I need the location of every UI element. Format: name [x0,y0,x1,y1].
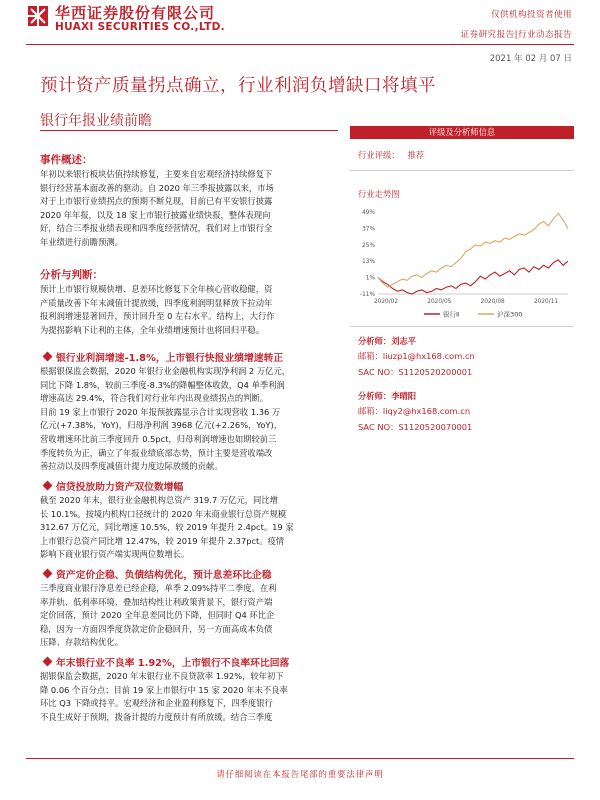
text-line: 季度转负为正，确立了年报业绩底部态势，预计主要是营收端改 [40,447,273,458]
text-line: 稳，因为一方面四季度贷款定价企稳回升，另一方面高成本负债 [40,623,273,634]
text-line: 增速高达 29.4%，符合我们对行业年内出现业绩拐点的判断。 [40,393,269,404]
text-line: 产质量改善下年末减值计提放缓，四季度利润明显释放下拉动年 [40,297,273,308]
analyst2-email[interactable]: 邮箱：liqy2@hx168.com.cn [358,406,471,416]
text-line: 根据银保监会数据，2020 年银行业金融机构实现净利润 2 万亿元， [40,366,291,376]
report-subtitle: 银行年报业绩前瞻 [40,113,152,129]
rating-value: 推荐 [407,150,425,160]
text-line: 2020 年年报，以及 18 家上市银行披露业绩快报，整体表现向 [40,209,271,220]
text-line: 长 10.1%。按境内机构口径统计的 2020 年末商业银行总资产规模 [40,508,287,519]
rating-row [358,149,424,161]
bullet-paragraph-2 [40,494,338,562]
bullet-paragraph-1 [40,365,338,474]
text-line: 据银保监会数据，2020 年末银行业不良贷款率 1.92%，较年初下 [40,671,284,681]
analyst1-email[interactable]: 邮箱：liuzp1@hx168.com.cn [358,351,475,361]
diamond-bullet-icon [43,569,53,579]
trend-chart-label: 行业走势图 [358,189,400,199]
text-line: 三季度商业银行净息差已经企稳，单季 2.09%持平二季度。在利 [40,583,277,593]
y-tick-label: 37% [362,226,375,233]
y-tick-label: 13% [362,259,375,266]
text-line: 压降、存款结构优化。 [40,637,123,648]
text-line: 对于上市银行业绩拐点的预期不断兑现，目前已有平安银行披露 [40,196,273,207]
x-tick-label: 2020/02 [373,299,399,305]
analyst2-sac: SAC NO：S1120520070001 [358,422,473,432]
text-line: 善拉动以及四季度减值计提力度边际放缓的贡献。 [40,461,223,472]
analysis-paragraph [40,283,338,337]
subtitle-divider [40,130,338,131]
sidebar-divider [350,170,574,171]
report-date: 2021 年 02 月 07 日 [489,54,572,64]
x-tick-label: 2020/08 [480,299,505,305]
company-name-en: HUAXI SECURITIES CO.,LTD. [55,21,225,33]
huaxi-logo-icon [26,4,50,28]
diamond-bullet-icon [43,352,53,362]
y-tick-label: 49% [362,210,375,216]
diamond-bullet-icon [43,657,53,667]
legal-notice: 请仔细阅读在本报告尾部的重要法律声明 [216,769,384,779]
industry-trend-chart [354,206,572,322]
text-line: 目前 19 家上市银行 2020 年报预披露显示合计实现营收 1.36 万 [40,406,281,417]
text-line: 银行经营基本面改善的驱动。自 2020 年三季报披露以来，市场 [40,182,274,193]
text-line: 预计上市银行规模快增、息差环比修复下全年核心营收稳健，资 [40,284,273,294]
diamond-bullet-icon [43,481,53,491]
text-line: 亿元(+7.38%，YoY)，归母净利润 3968 亿元(+2.26%，YoY)， [40,420,283,431]
summary-paragraph [40,168,338,250]
text-line: 环比 Q3 下降或持平。宏观经济和企业盈利修复下，四季度银行 [40,698,273,709]
bullet-title: 信贷投放助力资产双位数增幅 [56,482,184,493]
legend-label-bank: 银行Ⅱ [443,310,460,319]
x-tick-label: 2020/05 [427,299,452,305]
sidebar-panel-title: 评级及分析师信息 [350,126,574,139]
text-line: 报利润增速显著回升，预计回升至 0 左右水平。结构上，大行作 [40,311,275,322]
text-line: 降 0.06 个百分点；目前 19 家上市银行中 15 家 2020 年末不良率 [40,684,288,695]
text-line: 营收增速环比前三季度回升 0.5pct，归母利润增速也如期较前三 [40,433,277,444]
text-line: 率并轨、低利率环境、叠加结构性让利政策背景下，银行资产端 [40,596,273,607]
footer-divider [26,758,574,759]
series-line-csi300 [378,213,568,287]
y-tick-label: 1% [365,275,375,282]
analyst1-sac: SAC NO：S1120520200001 [358,367,473,377]
text-line: 312.67 万亿元，同比增速 10.5%，较 2019 年提升 2.4pct。19 家 [40,522,294,533]
summary-heading: 事件概述： [40,154,93,166]
text-line: 上市银行总资产同比增 12.47%，较 2019 年提升 2.37pct。疫情 [40,535,285,546]
bullet-title: 资产定价企稳、负债结构优化，预计息差环比企稳 [56,570,272,581]
text-line: 影响下商业银行资产端实现两位数增长。 [40,549,190,560]
y-tick-label: 25% [362,242,375,249]
x-tick-label: 2020/11 [533,299,559,305]
y-tick-label: -11% [360,292,375,298]
bullet-heading-4 [40,655,289,669]
text-line: 同比下降 1.8%，较前三季度-8.3%的降幅整体收敛，Q4 单季利润 [40,379,285,390]
text-line: 年初以来银行板块估值持续修复，主要来自宏观经济持续修复下 [40,169,273,179]
text-line: 为提拐影响下让利的主体，全年业绩增速预计也将回归平稳。 [40,324,265,335]
tagline: 仅供机构投资者使用 [490,10,572,20]
text-line: 截至 2020 年末，银行业金融机构总资产 319.7 万亿元，同比增 [40,495,278,505]
bullet-title: 银行业利润增速-1.8%，上市银行快报业绩增速转正 [56,353,284,364]
bullet-heading-2 [40,479,183,493]
series-line-bank [378,260,568,294]
bullet-paragraph-3 [40,582,338,650]
text-line: 好，结合三季报业绩表现和四季度经营情况，我们对上市银行全 [40,223,273,234]
report-title: 预计资产质量拐点确立，行业利润负增缺口将填平 [40,76,436,96]
bullet-heading-3 [40,567,272,581]
text-line: 不良生成好于预期，拨备计提的力度预计有所放缓。结合三季度 [40,711,273,722]
company-name-cn: 华西证券股份有限公司 [55,4,216,22]
report-category: 证券研究报告|行业动态报告 [460,30,572,40]
legend-label-csi300: 沪深300 [497,310,523,319]
rating-label: 行业评级： [358,150,400,160]
text-line: 定价回落，预计 2020 全年息差同比仍下降，但同时 Q4 环比企 [40,610,275,621]
analysis-heading: 分析与判断： [40,269,103,281]
text-line: 年业绩进行前瞻预测。 [40,236,123,247]
analyst1-name: 分析师：刘志平 [358,336,417,346]
sidebar-divider [350,326,574,327]
bullet-title: 年末银行业不良率 1.92%，上市银行不良率环比回落 [56,658,290,669]
analyst2-name: 分析师：李晴阳 [358,391,417,401]
bullet-heading-1 [40,350,283,364]
header-divider [26,44,574,45]
bullet-paragraph-4 [40,670,338,724]
